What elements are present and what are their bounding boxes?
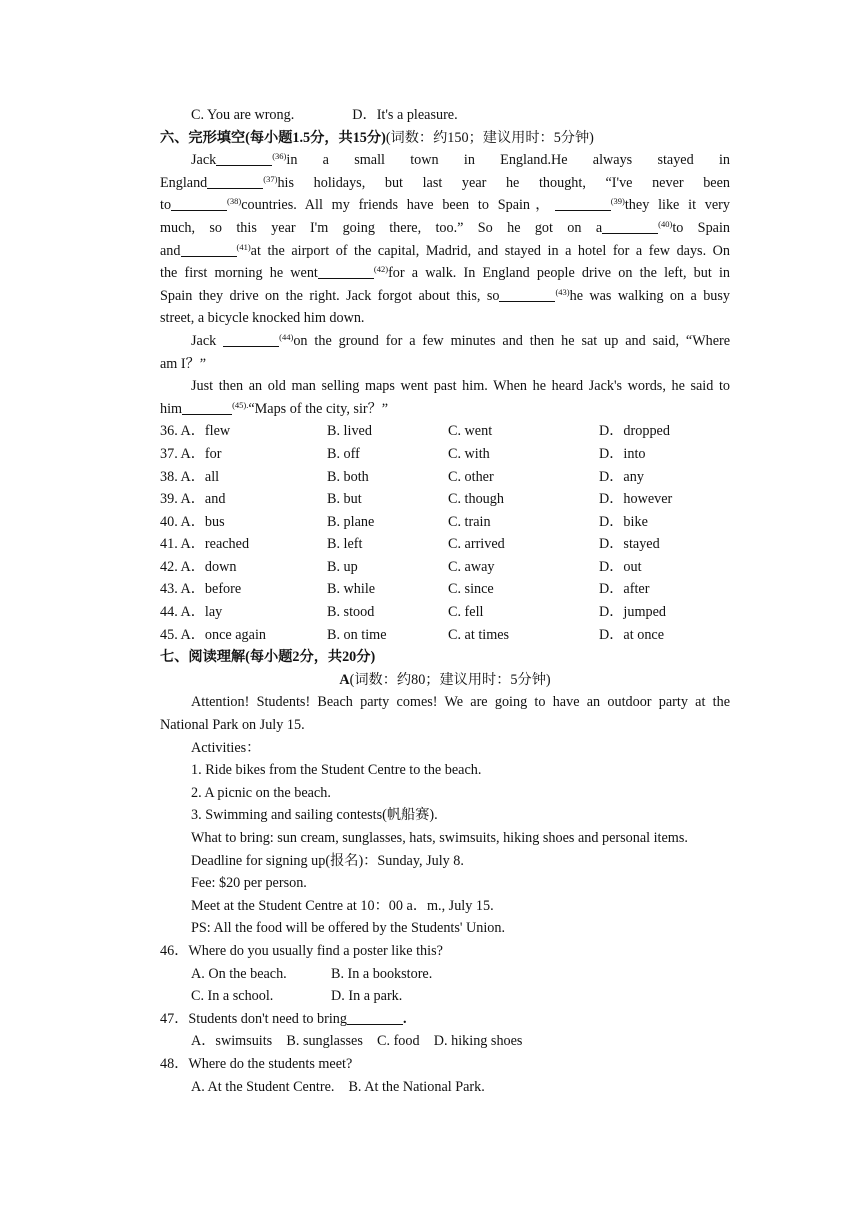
option-row: 37. A．for B. off C. with D．into: [160, 445, 646, 462]
passage-line: much, so this year I'm going there, too.” So he got on a $^{(40)}$to Spain: [160, 218, 730, 236]
blank-42: [318, 264, 374, 279]
section-6-note: (词数：约150；建议用时：5分钟): [385, 129, 594, 146]
page-content: [160, 104, 730, 1098]
poster-line: 2. A picnic on the beach.: [191, 784, 331, 801]
blank-44: [223, 332, 279, 347]
option-row: 45. A．once again B. on time C. at times D．at once: [160, 626, 665, 643]
passage-a-label: A: [339, 671, 350, 688]
option-row: 43. A．before B. while C. since D．after: [160, 581, 650, 598]
question-46: 46．Where do you usually find a poster like this?: [160, 942, 443, 959]
option-row: 44. A．lay B. stood C. fell D．jumped: [160, 604, 666, 621]
blank-43: [499, 287, 555, 302]
option-row: 41. A．reached B. left C. arrived D．stayed: [160, 536, 660, 553]
option-a: A. On the beach.: [191, 965, 287, 982]
passage-a-note: (词数：约80；建议用时：5分钟): [349, 671, 551, 688]
poster-line: Activities：: [191, 739, 261, 756]
passage-line: the first morning he went $^{(42)}$for a walk. In England people drive on the left, but in: [160, 264, 730, 282]
passage-a-heading: [160, 669, 730, 692]
option-b: B. In a bookstore.: [331, 965, 433, 982]
blank-47: [347, 1010, 403, 1025]
passage-line: am I？”: [160, 355, 207, 372]
poster-line: Deadline for signing up(报名)：Sunday, July 8.: [191, 852, 464, 869]
blank-38: [171, 196, 227, 211]
passage-line: to $^{(38)}$countries. All my friends have been to Spain， $^{(39)}$they like it very: [160, 196, 730, 214]
option-c: C. You are wrong.: [191, 107, 295, 123]
option-row: 38. A．all B. both C. other D．any: [160, 468, 644, 485]
passage-line: him $^{(45).}$“Maps of the city, sir？”: [160, 399, 389, 417]
poster-line: What to bring: sun cream, sunglasses, hats, swimsuits, hiking shoes and personal items.: [191, 830, 688, 846]
passage-line: Jack $^{(44)}$on the ground for a few minutes and then he sat up and said, “Where: [191, 331, 730, 349]
blank-37: [207, 174, 263, 189]
question-48-options: [160, 1076, 730, 1099]
poster-line: 1. Ride bikes from the Student Centre to the beach.: [191, 762, 482, 779]
passage-line: Just then an old man selling maps went past him. When he heard Jack's words, he said to: [191, 378, 730, 395]
passage-line: street, a bicycle knocked him down.: [160, 310, 365, 327]
passage-line: Jack $^{(36)}$in a small town in England.He always stayed in: [191, 151, 730, 169]
blank-45: [182, 400, 232, 415]
passage-line: National Park on July 15.: [160, 717, 305, 734]
question-47-options: A．swimsuits B. sunglasses C. food D. hiking shoes: [191, 1033, 523, 1050]
prev-question-options: [160, 104, 730, 127]
poster-line: PS: All the food will be offered by the Students' Union.: [191, 920, 506, 937]
option-row: 39. A．and B. but C. though D．however: [160, 491, 673, 508]
passage-line: Spain they drive on the right. Jack forgot about this, so $^{(43)}$he was walking on a busy: [160, 286, 730, 304]
option-d: D．It's a pleasure.: [352, 107, 458, 123]
poster-line: Meet at the Student Centre at 10：00 a．m., July 15.: [191, 897, 494, 914]
section-6-title: 六、完形填空(每小题1.5分，共15分): [160, 129, 386, 146]
blank-40: [602, 219, 658, 234]
option-row: 42. A．down B. up C. away D．out: [160, 558, 642, 575]
option-row: 40. A．bus B. plane C. train D．bike: [160, 513, 648, 530]
poster-line: 3. Swimming and sailing contests(帆船赛).: [191, 807, 438, 824]
option-d: D. In a park.: [331, 988, 403, 1005]
option-c: C. In a school.: [191, 988, 274, 1005]
option-b: B. At the National Park.: [348, 1078, 485, 1095]
passage-line: and $^{(41)}$at the airport of the capital, Madrid, and stayed in a hotel for a few days. On: [160, 241, 730, 259]
option-a: A. At the Student Centre.: [191, 1078, 335, 1095]
poster-line: Fee: $20 per person.: [191, 875, 307, 892]
section-6-heading: [160, 127, 730, 150]
question-46-options: [160, 963, 730, 986]
question-47: 47．Students don't need to bring .: [160, 1010, 407, 1027]
blank-36: [216, 151, 272, 166]
blank-39: [555, 196, 611, 211]
passage-line: Attention! Students! Beach party comes! We are going to have an outdoor party at the: [191, 694, 730, 711]
passage-line: England $^{(37)}$his holidays, but last year he thought, “I've never been: [160, 173, 730, 191]
question-48: 48．Where do the students meet?: [160, 1055, 353, 1072]
question-46-options: [160, 985, 730, 1008]
section-7-title: 七、阅读理解(每小题2分，共20分): [160, 649, 376, 666]
cloze-options: [160, 420, 730, 646]
option-row: 36. A．flew B. lived C. went D．dropped: [160, 423, 670, 440]
blank-41: [181, 242, 237, 257]
